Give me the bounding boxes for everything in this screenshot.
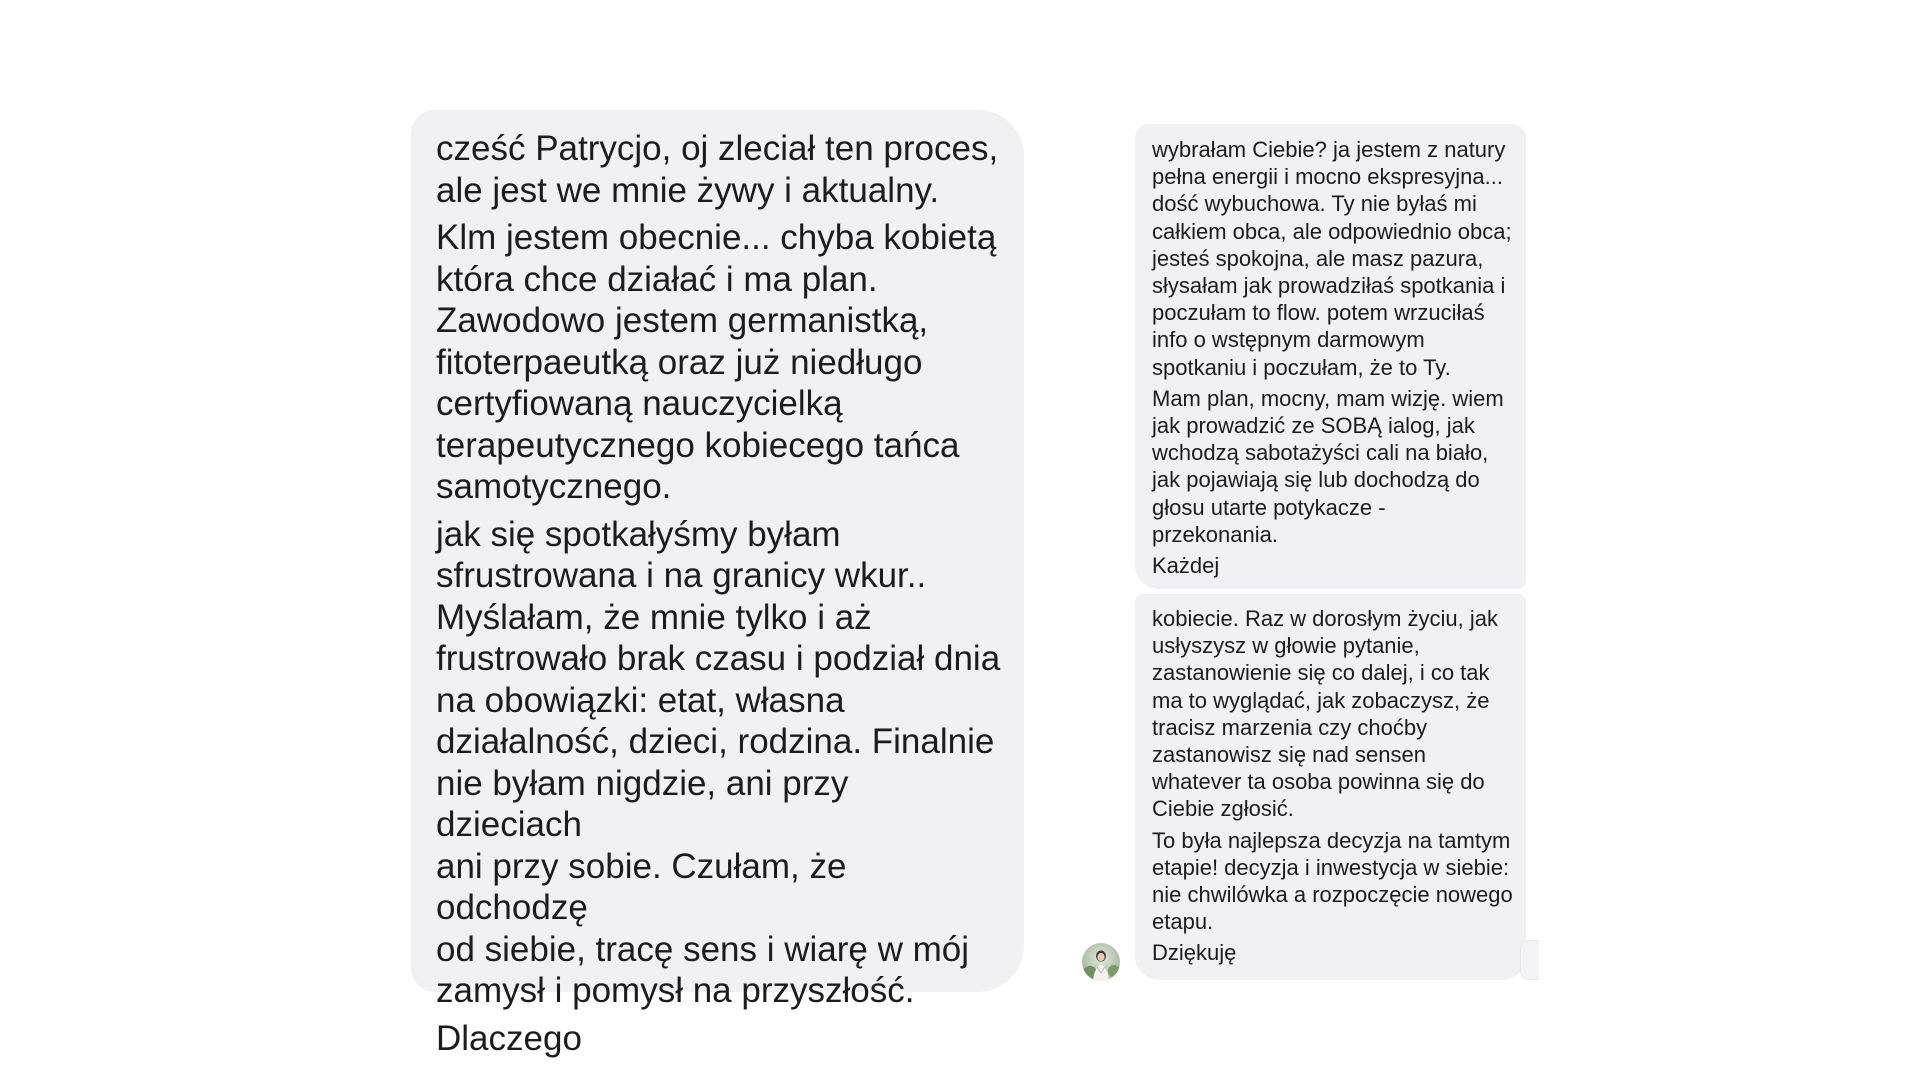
- reaction-button-stub[interactable]: [1520, 940, 1539, 980]
- message-paragraph: jak się spotkałyśmy byłam sfrustrowana i na granicy wkur.. Myślałam, że mnie tylko i aż frustrowało brak czasu i podział dnia na obowiązki: etat, własna działalność, dzieci, rodzina. Finalnie nie byłam nigdzie, ani przy dzieciach ani przy sobie. Czułam, że odchodzę od siebie, tracę sens i wiarę w mój zamysł i pomysł na przyszłość.: [436, 514, 1001, 1010]
- message-paragraph: Dlaczego: [436, 1018, 582, 1058]
- message-paragraph: Klm jestem obecnie... chyba kobietą która chce działać i ma plan. Zawodowo jestem germanistką, fitoterpaeutką oraz już niedługo certyfiowaną nauczycielką terapeutycznego kobiecego tańca samotycznego.: [436, 218, 997, 506]
- message-paragraph: cześć Patrycjo, oj zleciał ten proces, ale jest we mnie żywy i aktualny.: [436, 129, 999, 210]
- message-paragraph: kobiecie. Raz w dorosłym życiu, jak usłyszysz w głowie pytanie, zastanowienie się co dalej, i co tak ma to wyglądać, jak zobaczysz, że tracisz marzenia czy choćby zastanowisz się nad sensen whatever ta osoba powinna się do Ciebie zgłosić.: [1152, 606, 1499, 822]
- message-bubble-right-top[interactable]: [1135, 124, 1526, 589]
- avatar-icon[interactable]: [1082, 943, 1120, 981]
- message-bubble-right-bottom[interactable]: [1135, 594, 1526, 980]
- avatar-photo-icon: [1082, 943, 1120, 981]
- message-paragraph: Każdej: [1152, 553, 1220, 579]
- message-paragraph: wybrałam Ciebie? ja jestem z natury pełna energii i mocno ekspresyjna... dość wybuchowa. Ty nie byłaś mi całkiem obca, ale odpowiednio obca; jesteś spokojna, ale masz pazura, słysałam jak prowadziłaś spotkania i poczułam to flow. potem wrzuciłaś info o wstępnym darmowym spotkaniu i poczułam, że to Ty.: [1152, 137, 1512, 380]
- message-paragraph: To była najlepsza decyzja na tamtym etapie! decyzja i inwestycja w siebie: nie chwilówka a rozpoczęcie nowego etapu.: [1152, 827, 1513, 935]
- message-paragraph: Dziękuję: [1152, 940, 1237, 966]
- message-paragraph: Mam plan, mocny, mam wizję. wiem jak prowadzić ze SOBĄ ialog, jak wchodzą sabotażyści cali na biało, jak pojawiają się lub dochodzą do głosu utarte potykacze - przekonania.: [1152, 385, 1504, 547]
- message-bubble-left[interactable]: [411, 110, 1024, 1058]
